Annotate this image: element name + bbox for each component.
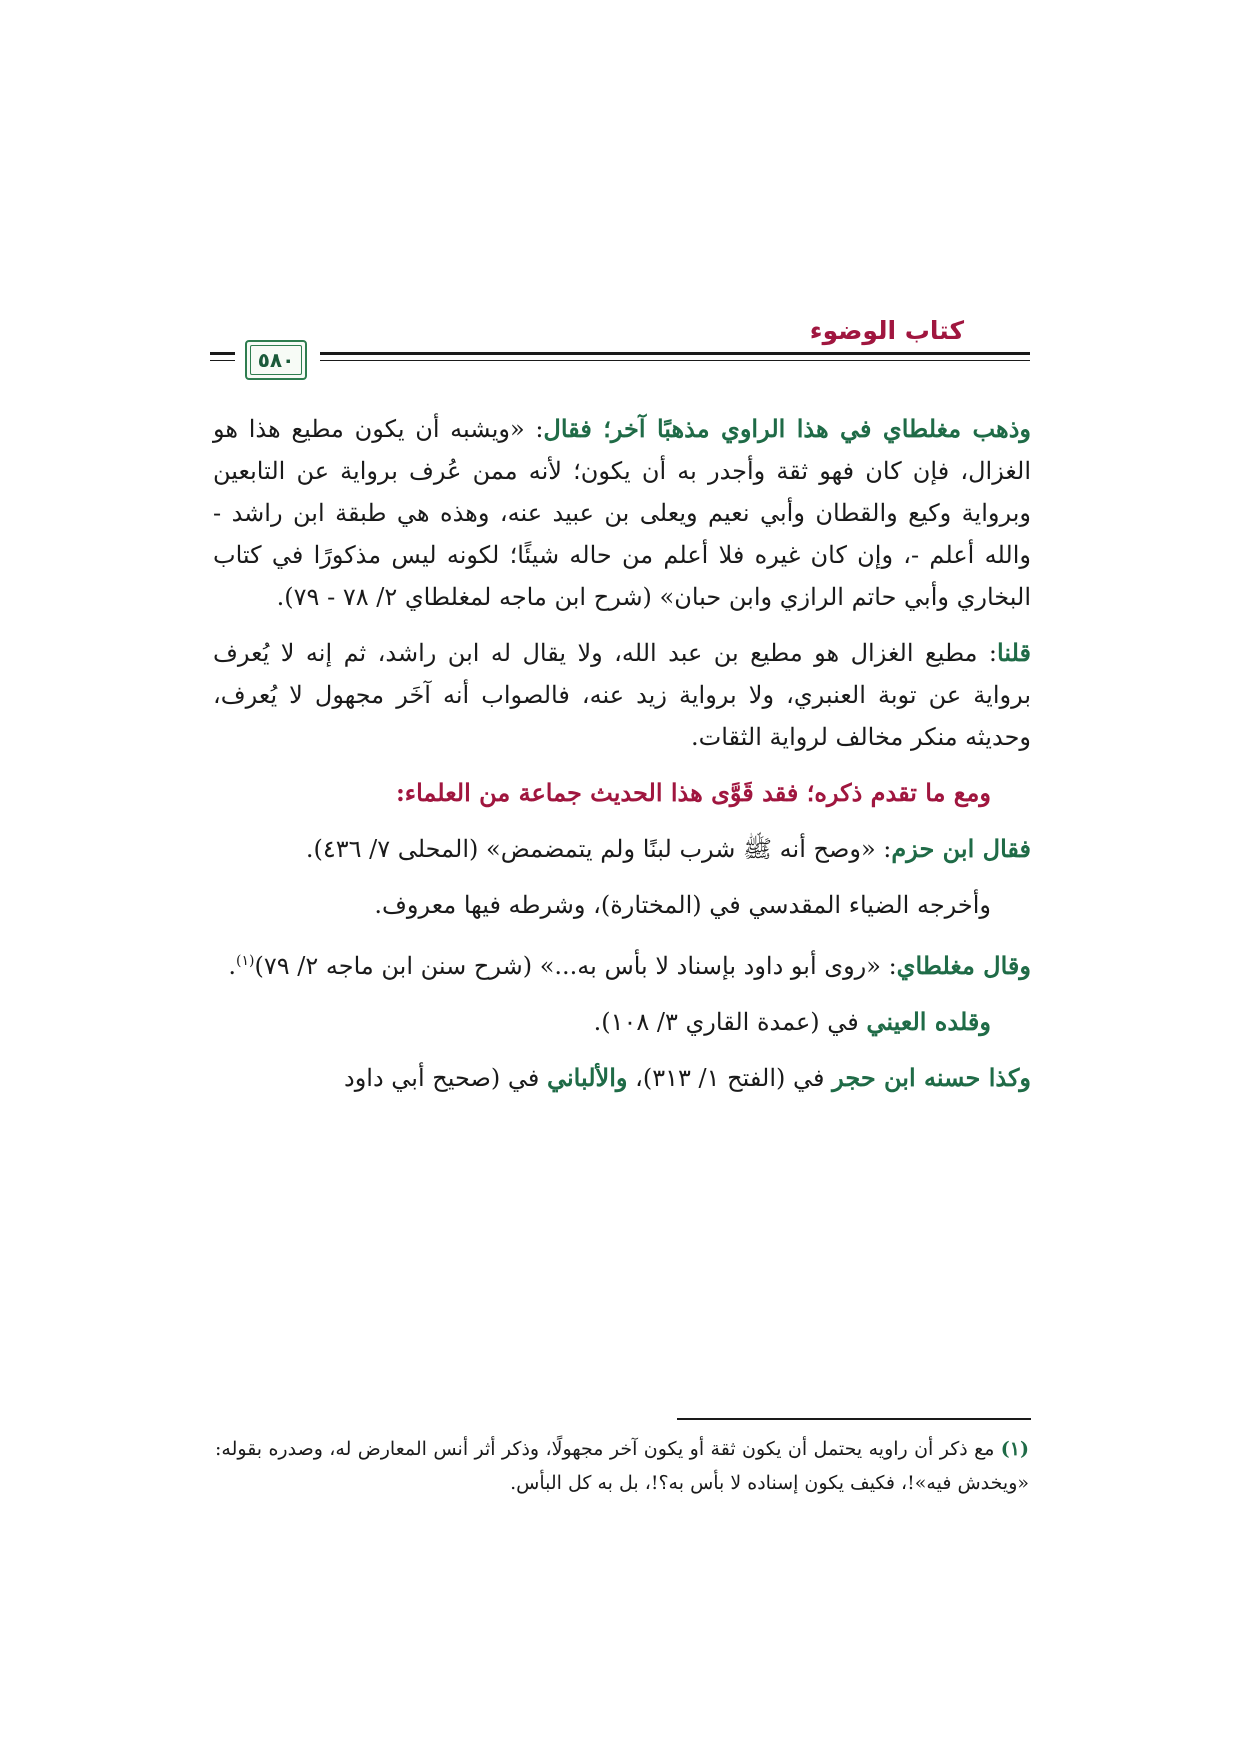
- footnote-ref[interactable]: (١): [236, 953, 255, 969]
- paragraph-6-text: : «روى أبو داود بإسناد لا بأس به...» (شرح سنن ابن ماجه ٢/ ٧٩): [254, 952, 897, 980]
- paragraph-4: [213, 828, 1031, 870]
- footnotes: [215, 1432, 1029, 1500]
- header-rule-top: [320, 352, 1030, 355]
- paragraph-1-text: : «ويشبه أن يكون مطيع هذا هو الغزال، فإن كان فهو ثقة وأجدر به أن يكون؛ لأنه ممن عُرف برواية عن التابعين وبرواية وكيع والقطان وأبي نعيم ويعلى بن عبيد عنه، وهذه هي طبقة ابن راشد - والله أعلم -، وإن كان غيره فلا أعلم من حاله شيئًا؛ لكونه ليس مذكورًا في كتاب البخاري وأبي حاتم الرازي وابن حبان» (شرح ابن ماجه لمغلطاي ٢/ ٧٨ - ٧٩).: [213, 415, 1031, 611]
- paragraph-6: [213, 940, 1031, 987]
- paragraph-8-text: في (صحيح أبي داود: [344, 1064, 547, 1092]
- footnote-1-text: مع ذكر أن راويه يحتمل أن يكون ثقة أو يكون آخر مجهولًا، وذكر أثر أنس المعارض له، وصدره بقوله: «ويخدش فيه»!، فكيف يكون إسناده لا بأس به؟!، بل به كل البأس.: [215, 1438, 1029, 1494]
- paragraph-1-lead: وذهب مغلطاي في هذا الراوي مذهبًا آخر؛ فقال: [543, 414, 1031, 443]
- page-number-badge: [245, 340, 307, 380]
- paragraph-2-text: : مطيع الغزال هو مطيع بن عبد الله، ولا يقال له ابن راشد، ثم إنه لا يُعرف برواية عن توبة العنبري، ولا برواية زيد عنه، فالصواب أنه آخَر مجهول لا يُعرف، وحديثه منكر مخالف لرواية الثقات.: [213, 639, 1031, 751]
- paragraph-4-text: : «وصح أنه ﷺ شرب لبنًا ولم يتمضمض» (المحلى ٧/ ٤٣٦).: [305, 835, 892, 863]
- header-rule-left-top: [210, 352, 235, 355]
- paragraph-7-text: في (عمدة القاري ٣/ ١٠٨).: [593, 1008, 867, 1036]
- footnote-1-mark: (١): [1000, 1438, 1029, 1460]
- footnote-1: [215, 1432, 1029, 1500]
- paragraph-7-lead: وقلده العيني: [866, 1007, 991, 1036]
- paragraph-4-lead: فقال ابن حزم: [891, 834, 1031, 863]
- paragraph-7: [213, 1001, 1031, 1043]
- section-heading: ومع ما تقدم ذكره؛ فقد قَوَّى هذا الحديث جماعة من العلماء:: [395, 778, 991, 807]
- paragraph-8: [213, 1057, 1031, 1099]
- paragraph-8-lead: وكذا حسنه ابن حجر: [832, 1063, 1031, 1092]
- paragraph-5: وأخرجه الضياء المقدسي في (المختارة)، وشرطه فيها معروف.: [374, 891, 991, 919]
- paragraph-1: [213, 408, 1031, 618]
- paragraph-6-end: .: [228, 952, 236, 980]
- paragraph-6-lead: وقال مغلطاي: [896, 951, 1031, 980]
- header-rule-left-bottom: [210, 360, 235, 361]
- page-header: [210, 310, 1030, 390]
- page-number: ٥٨٠: [257, 348, 295, 372]
- footnote-divider: [677, 1418, 1031, 1420]
- paragraph-8-lead-2: والألباني: [546, 1063, 628, 1092]
- paragraph-2: [213, 632, 1031, 758]
- book-title: كتاب الوضوء: [809, 316, 964, 345]
- paragraph-8-mid: في (الفتح ١/ ٣١٣)،: [627, 1064, 833, 1092]
- header-rule-bottom: [320, 360, 1030, 361]
- paragraph-2-lead: قلنا: [997, 638, 1031, 667]
- main-text: [213, 408, 1031, 1113]
